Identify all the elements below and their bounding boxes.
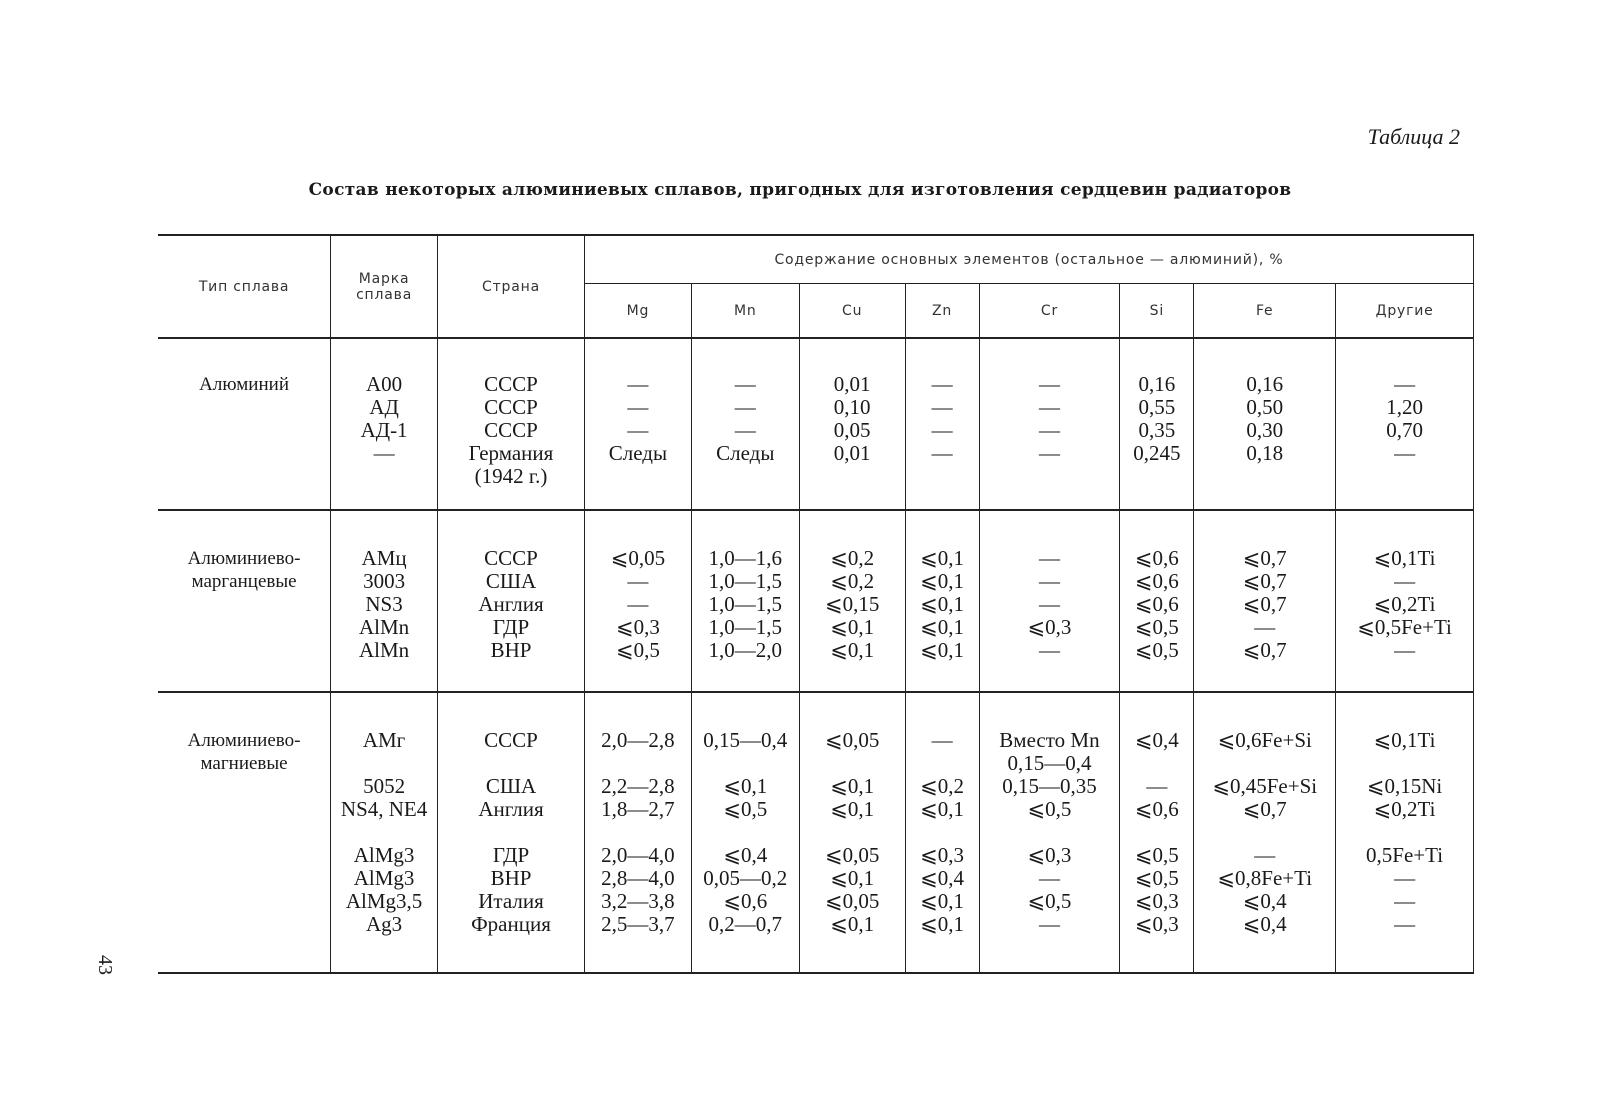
- page-number: 43: [94, 955, 116, 975]
- cr-value: —: [1038, 441, 1060, 466]
- mn-value: 0,05—0,2: [703, 865, 788, 890]
- country-value: США: [485, 568, 537, 593]
- cu-value: ⩽0,2: [830, 545, 875, 570]
- mn-value: Следы: [716, 441, 775, 466]
- mg-value: —: [627, 418, 649, 443]
- grade-value: АД: [369, 395, 399, 420]
- si-value: 0,245: [1133, 441, 1181, 466]
- other-value: —: [1394, 865, 1416, 890]
- other-value: ⩽0,2Ti: [1373, 796, 1436, 821]
- si-value: 0,16: [1138, 372, 1176, 397]
- zn-cell: [905, 692, 979, 973]
- fe-value: ⩽0,45Fe+Si: [1212, 773, 1318, 798]
- other-value: —: [1394, 888, 1416, 913]
- fe-value: ⩽0,7: [1242, 545, 1287, 570]
- other-value: ⩽0,2Ti: [1373, 591, 1436, 616]
- grade-value: 3003: [363, 568, 406, 593]
- mn-value: —: [734, 395, 756, 420]
- country-cell: [438, 338, 585, 510]
- grade-value: 5052: [363, 773, 406, 798]
- mn-value: 0,15—0,4: [703, 727, 788, 752]
- cr-value: —: [1038, 395, 1060, 420]
- cr-value: —: [1038, 911, 1060, 936]
- header-country: Страна: [438, 235, 585, 338]
- si-value: ⩽0,6: [1134, 568, 1179, 593]
- country-value: ВНР: [490, 637, 532, 662]
- grade-cell: [331, 692, 438, 973]
- cu-value: ⩽0,1: [830, 614, 875, 639]
- other-value: 1,20: [1386, 395, 1423, 420]
- country-value: ГДР: [492, 842, 530, 867]
- mn-cell: [691, 510, 799, 692]
- cu-value: 0,01: [833, 441, 871, 466]
- header-grade: Марка сплава: [331, 235, 438, 338]
- grade-cell: [331, 338, 438, 510]
- mg-value: 2,0—4,0: [601, 842, 675, 867]
- mn-value: [692, 752, 799, 775]
- mn-value: ⩽0,6: [723, 888, 768, 913]
- fe-value: ⩽0,7: [1242, 568, 1287, 593]
- grade-value: АД-1: [360, 418, 408, 443]
- fe-value: ⩽0,7: [1242, 796, 1287, 821]
- header-fe: Fe: [1194, 284, 1336, 339]
- grade-cell: [331, 510, 438, 692]
- cu-value: 0,01: [833, 372, 871, 397]
- zn-cell: [905, 510, 979, 692]
- mn-cell: [691, 692, 799, 973]
- fe-cell: [1194, 510, 1336, 692]
- alloy-type-line: Алюминиево-: [187, 547, 301, 569]
- mg-value: —: [627, 395, 649, 420]
- country-value: СССР: [484, 727, 538, 752]
- other-value: —: [1394, 911, 1416, 936]
- mg-value: 2,0—2,8: [601, 727, 675, 752]
- fe-value: 0,30: [1246, 418, 1284, 443]
- si-value: [1120, 752, 1193, 775]
- mn-cell: [691, 338, 799, 510]
- si-cell: [1120, 338, 1194, 510]
- other-value: 0,5Fe+Ti: [1366, 842, 1444, 867]
- alloy-type: Алюминий: [158, 338, 331, 510]
- group-aluminium: [158, 338, 1474, 510]
- mn-value: 0,2—0,7: [708, 911, 783, 936]
- grade-value: AlMg3: [353, 842, 415, 867]
- cr-value: Вместо Mn: [999, 727, 1100, 752]
- other-value: ⩽0,1Ti: [1373, 545, 1436, 570]
- fe-value: ⩽0,7: [1242, 637, 1287, 662]
- zn-value: —: [931, 441, 953, 466]
- other-cell: [1336, 338, 1474, 510]
- fe-value: 0,50: [1246, 395, 1284, 420]
- alloy-type: [158, 510, 331, 692]
- zn-value: —: [931, 372, 953, 397]
- country-value: Италия: [478, 888, 544, 913]
- zn-value: ⩽0,1: [920, 911, 964, 936]
- country-value: Германия: [468, 441, 554, 466]
- grade-value: —: [373, 441, 395, 466]
- si-value: 0,35: [1138, 418, 1176, 443]
- si-cell: [1120, 692, 1194, 973]
- mg-value: 1,8—2,7: [601, 796, 675, 821]
- header-cu: Cu: [799, 284, 905, 339]
- cr-value: [980, 821, 1120, 844]
- grade-value: AlMg3,5: [345, 888, 423, 913]
- other-value: —: [1394, 568, 1416, 593]
- cu-cell: [799, 510, 905, 692]
- fe-cell: [1194, 692, 1336, 973]
- country-value: Англия: [478, 591, 544, 616]
- cr-value: ⩽0,5: [1027, 796, 1072, 821]
- si-value: ⩽0,3: [1134, 888, 1179, 913]
- grade-value: АМц: [361, 545, 407, 570]
- grade-value: АМг: [362, 727, 406, 752]
- country-cell: [438, 692, 585, 973]
- mg-value: ⩽0,05: [610, 545, 666, 570]
- other-value: ⩽0,15Ni: [1366, 773, 1443, 798]
- other-value: ⩽0,5Fe+Ti: [1357, 614, 1452, 639]
- mg-value: [585, 752, 691, 775]
- cr-value: —: [1038, 418, 1060, 443]
- cu-value: ⩽0,1: [830, 773, 875, 798]
- si-cell: [1120, 510, 1194, 692]
- header-mg: Mg: [584, 284, 691, 339]
- zn-value: [906, 821, 979, 844]
- fe-value: [1194, 752, 1335, 775]
- alloy-composition-table: [158, 234, 1474, 974]
- si-value: ⩽0,6: [1134, 545, 1179, 570]
- country-value: СССР: [484, 545, 538, 570]
- mn-value: —: [734, 418, 756, 443]
- cu-value: ⩽0,15: [824, 591, 880, 616]
- zn-value: [906, 752, 979, 775]
- grade-value: Ag3: [365, 911, 403, 936]
- group-al-mg: [158, 692, 1474, 973]
- mg-value: Следы: [608, 441, 668, 466]
- mg-cell: [584, 510, 691, 692]
- mg-cell: [584, 692, 691, 973]
- si-value: ⩽0,5: [1134, 637, 1179, 662]
- mn-value: ⩽0,5: [723, 796, 768, 821]
- cr-value: ⩽0,5: [1027, 888, 1072, 913]
- zn-value: ⩽0,4: [920, 865, 964, 890]
- cu-value: 0,10: [833, 395, 871, 420]
- mn-value: [692, 821, 799, 844]
- fe-cell: [1194, 338, 1336, 510]
- cu-value: ⩽0,05: [824, 888, 880, 913]
- zn-value: ⩽0,3: [920, 842, 964, 867]
- cr-value: —: [1038, 372, 1060, 397]
- zn-value: —: [931, 418, 953, 443]
- cr-value: 0,15—0,4: [1007, 750, 1092, 775]
- other-cell: [1336, 510, 1474, 692]
- cu-value: ⩽0,1: [830, 796, 875, 821]
- header-type: Тип сплава: [158, 235, 331, 338]
- zn-value: ⩽0,1: [920, 614, 964, 639]
- si-value: ⩽0,6: [1134, 796, 1179, 821]
- cr-value: —: [1038, 568, 1060, 593]
- cu-value: ⩽0,1: [830, 637, 875, 662]
- grade-value: NS4, NE4: [340, 796, 428, 821]
- mg-value: 3,2—3,8: [601, 888, 675, 913]
- fe-value: ⩽0,4: [1242, 911, 1287, 936]
- zn-value: ⩽0,2: [920, 773, 964, 798]
- cu-value: ⩽0,1: [830, 911, 875, 936]
- cr-value: —: [1038, 591, 1060, 616]
- cr-cell: [979, 338, 1120, 510]
- zn-cell: [905, 338, 979, 510]
- other-value: [1336, 821, 1473, 844]
- mg-value: —: [627, 372, 649, 397]
- si-value: —: [1146, 773, 1168, 798]
- grade-value: [331, 821, 437, 844]
- fe-value: ⩽0,4: [1242, 888, 1287, 913]
- mn-value: ⩽0,1: [723, 773, 768, 798]
- country-value: ГДР: [492, 614, 530, 639]
- mg-value: 2,2—2,8: [601, 773, 675, 798]
- si-value: [1120, 821, 1193, 844]
- fe-value: [1194, 821, 1335, 844]
- mn-value: 1,0—1,5: [708, 568, 783, 593]
- alloy-type-line: магниевые: [200, 752, 288, 774]
- header-other: Другие: [1336, 284, 1474, 339]
- cu-value: ⩽0,05: [824, 842, 880, 867]
- grade-value: [331, 752, 437, 775]
- fe-value: 0,16: [1246, 372, 1284, 397]
- other-value: —: [1394, 637, 1416, 662]
- cu-value: ⩽0,05: [824, 727, 880, 752]
- mn-value: —: [734, 372, 756, 397]
- mn-value: ⩽0,4: [723, 842, 768, 867]
- country-value: СССР: [484, 395, 538, 420]
- cr-value: ⩽0,3: [1027, 842, 1072, 867]
- country-value: Англия: [478, 796, 544, 821]
- other-value: —: [1394, 441, 1416, 466]
- group-al-mn: [158, 510, 1474, 692]
- other-value: 0,70: [1386, 418, 1423, 443]
- other-value: ⩽0,1Ti: [1373, 727, 1436, 752]
- si-value: ⩽0,5: [1134, 865, 1179, 890]
- mg-value: —: [627, 568, 649, 593]
- cr-cell: [979, 510, 1120, 692]
- grade-value: NS3: [365, 591, 403, 616]
- zn-value: ⩽0,1: [920, 796, 964, 821]
- grade-value: AlMn: [358, 637, 410, 662]
- grade-value: [331, 465, 437, 488]
- cu-value: [800, 752, 905, 775]
- country-cell: [438, 510, 585, 692]
- country-value: [438, 752, 584, 775]
- zn-value: ⩽0,1: [920, 888, 964, 913]
- mn-value: 1,0—1,6: [708, 545, 783, 570]
- si-value: 0,55: [1138, 395, 1176, 420]
- country-value: Франция: [471, 911, 551, 936]
- mg-value: —: [627, 591, 649, 616]
- country-value: [438, 821, 584, 844]
- country-value: СССР: [484, 372, 538, 397]
- fe-value: ⩽0,7: [1242, 591, 1287, 616]
- country-value: ВНР: [490, 865, 532, 890]
- mg-value: ⩽0,3: [615, 614, 660, 639]
- si-value: ⩽0,3: [1134, 911, 1179, 936]
- header-si: Si: [1120, 284, 1194, 339]
- alloy-type-line: марганцевые: [191, 570, 297, 592]
- si-value: ⩽0,5: [1134, 614, 1179, 639]
- mg-value: [585, 821, 691, 844]
- cr-value: —: [1038, 865, 1060, 890]
- other-value: —: [1394, 372, 1416, 397]
- other-value: [1336, 752, 1473, 775]
- fe-value: ⩽0,8Fe+Ti: [1217, 865, 1313, 890]
- mg-value: 2,5—3,7: [601, 911, 675, 936]
- zn-value: ⩽0,1: [920, 545, 964, 570]
- country-value: СССР: [484, 418, 538, 443]
- alloy-type-line: Алюминиево-: [187, 729, 301, 751]
- si-value: ⩽0,4: [1134, 727, 1179, 752]
- zn-value: —: [931, 727, 953, 752]
- cr-value: 0,15—0,35: [1002, 773, 1097, 798]
- cu-value: ⩽0,1: [830, 865, 875, 890]
- fe-value: —: [1254, 842, 1276, 867]
- other-cell: [1336, 692, 1474, 973]
- cr-value: ⩽0,3: [1027, 614, 1072, 639]
- mg-cell: [584, 338, 691, 510]
- mn-value: 1,0—2,0: [708, 637, 783, 662]
- si-value: ⩽0,6: [1134, 591, 1179, 616]
- zn-value: ⩽0,1: [920, 637, 964, 662]
- cu-value: 0,05: [833, 418, 871, 443]
- zn-value: ⩽0,1: [920, 591, 964, 616]
- header-elements-group: Содержание основных элементов (остальное — алюминий), %: [584, 235, 1473, 284]
- header-cr: Cr: [979, 284, 1120, 339]
- cr-value: —: [1038, 637, 1060, 662]
- grade-value: AlMn: [358, 614, 410, 639]
- mn-value: 1,0—1,5: [708, 591, 783, 616]
- grade-value: AlMg3: [353, 865, 415, 890]
- mg-value: ⩽0,5: [615, 637, 660, 662]
- zn-value: —: [931, 395, 953, 420]
- grade-value: А00: [365, 372, 403, 397]
- zn-value: ⩽0,1: [920, 568, 964, 593]
- header-zn: Zn: [905, 284, 979, 339]
- cu-value: [800, 821, 905, 844]
- cu-cell: [799, 338, 905, 510]
- fe-value: —: [1254, 614, 1276, 639]
- cu-cell: [799, 692, 905, 973]
- mg-value: 2,8—4,0: [601, 865, 675, 890]
- mn-value: 1,0—1,5: [708, 614, 783, 639]
- header-mn: Mn: [691, 284, 799, 339]
- country-value: США: [485, 773, 537, 798]
- table-title: Состав некоторых алюминиевых сплавов, пригодных для изготовления сердцевин радиаторов: [308, 180, 1292, 200]
- cr-value: —: [1038, 545, 1060, 570]
- cr-cell: [979, 692, 1120, 973]
- country-value: (1942 г.): [474, 464, 548, 489]
- cu-value: ⩽0,2: [830, 568, 875, 593]
- alloy-type: [158, 692, 331, 973]
- si-value: ⩽0,5: [1134, 842, 1179, 867]
- fe-value: ⩽0,6Fe+Si: [1217, 727, 1312, 752]
- fe-value: 0,18: [1246, 441, 1284, 466]
- table-label: Таблица 2: [1367, 124, 1460, 149]
